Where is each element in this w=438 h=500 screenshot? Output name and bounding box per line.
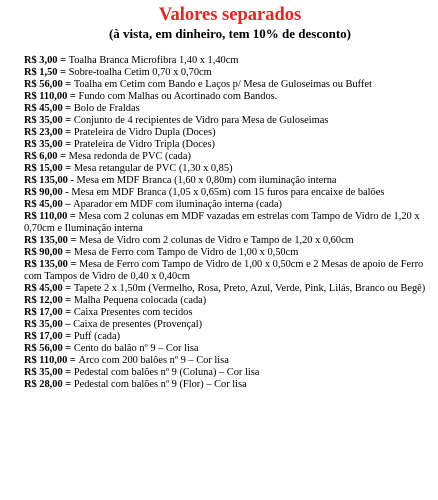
- item-price: R$ 45,00: [24, 103, 63, 114]
- item-description: Toalha em Cetim com Bando e Laços p/ Mesa de Guloseimas ou Buffet: [73, 79, 372, 90]
- list-item: [24, 175, 430, 187]
- item-separator: =: [67, 355, 79, 366]
- item-price: R$ 135,00: [24, 259, 68, 270]
- item-separator: =: [57, 67, 69, 78]
- item-price: R$ 135,00: [24, 175, 68, 186]
- item-description: Prateleira de Vidro Tripla (Doces): [73, 139, 215, 150]
- item-price: R$ 15,00: [24, 163, 63, 174]
- list-item: [24, 367, 430, 379]
- item-separator: =: [62, 163, 74, 174]
- item-description: Mesa de Ferro com Tampo de Vidro de 1,00 x 0,50cm e 2 Mesas de apoio de Ferro com Tampos de Vidro de 0,40 x 0,40cm: [24, 259, 424, 282]
- item-description: Pedestal com balões nº 9 (Flor) – Cor lisa: [73, 379, 247, 390]
- item-price: R$ 45,00: [24, 199, 63, 210]
- item-price: R$ 28,00: [24, 379, 63, 390]
- list-item: [24, 163, 430, 175]
- list-item: [24, 187, 430, 199]
- item-price: R$ 17,00: [24, 331, 63, 342]
- list-item: [24, 79, 430, 91]
- item-price: R$ 6,00: [24, 151, 58, 162]
- item-description: Puff (cada): [73, 331, 121, 342]
- item-separator: =: [62, 379, 74, 390]
- item-separator: =: [62, 307, 74, 318]
- item-separator: =: [62, 247, 74, 258]
- list-item: [24, 343, 430, 355]
- list-item: [24, 139, 430, 151]
- list-item: [24, 295, 430, 307]
- page-subtitle: (à vista, em dinheiro, tem 10% de desconto): [108, 26, 352, 41]
- list-item: [24, 247, 430, 259]
- list-item: [24, 103, 430, 115]
- item-description: Cento do balão nº 9 – Cor lisa: [73, 343, 199, 354]
- item-description: Prateleira de Vidro Dupla (Doces): [73, 127, 216, 138]
- item-price: R$ 45,00: [24, 283, 63, 294]
- item-description: Toalha Branca Microfibra 1,40 x 1,40cm: [68, 55, 239, 66]
- list-item: [24, 355, 430, 367]
- item-description: Mesa retangular de PVC (1,30 x 0,85): [73, 163, 233, 174]
- item-description: Arco com 200 balões nº 9 – Cor lisa: [78, 355, 229, 366]
- item-description: Fundo com Malhas ou Acortinado com Bandos.: [78, 91, 278, 102]
- item-description: Mesa redonda de PVC (cada): [68, 151, 191, 162]
- item-price: R$ 56,00: [24, 79, 63, 90]
- item-description: Caixa Presentes com tecidos: [73, 307, 193, 318]
- item-description: Mesa com 2 colunas em MDF vazadas em estrelas com Tampo de Vidro de 1,20 x 0,70cm e Iluminação interna: [24, 211, 420, 234]
- list-item: [24, 91, 430, 103]
- item-separator: =: [62, 343, 74, 354]
- list-item: [24, 319, 430, 331]
- item-separator: =: [62, 115, 74, 126]
- list-item: [24, 199, 430, 211]
- list-item: [24, 259, 430, 283]
- list-item: [24, 235, 430, 247]
- item-description: Bolo de Fraldas: [73, 103, 140, 114]
- list-item: [24, 151, 430, 163]
- item-price: R$ 35,00: [24, 115, 63, 126]
- page-title: Valores separados: [158, 5, 302, 25]
- list-item: [24, 379, 430, 391]
- item-description: Malha Pequena colocada (cada): [73, 295, 207, 306]
- item-price: R$ 90,00: [24, 247, 63, 258]
- item-separator: =: [62, 331, 74, 342]
- item-separator: =: [62, 295, 74, 306]
- item-separator: =: [67, 235, 79, 246]
- item-price: R$ 12,00: [24, 295, 63, 306]
- item-separator: –: [62, 199, 74, 210]
- item-price: R$ 35,00: [24, 367, 63, 378]
- item-separator: =: [62, 127, 74, 138]
- item-description: Aparador em MDF com iluminação interna (cada): [73, 199, 282, 210]
- item-price: R$ 23,00: [24, 127, 63, 138]
- list-item: [24, 127, 430, 139]
- list-item: [24, 331, 430, 343]
- item-separator: =: [67, 259, 79, 270]
- price-list: [24, 55, 430, 391]
- item-price: R$ 35,00: [24, 139, 63, 150]
- item-description: Mesa em MDF Branca (1,05 x 0,65m) com 15 furos para encaixe de balões: [71, 187, 385, 198]
- item-description: Conjunto de 4 recipientes de Vidro para Mesa de Guloseimas: [73, 115, 329, 126]
- list-item: [24, 115, 430, 127]
- list-item: [24, 67, 430, 79]
- list-item: [24, 283, 430, 295]
- item-separator: –: [62, 319, 74, 330]
- item-price: R$ 3,00: [24, 55, 58, 66]
- list-item: [24, 55, 430, 67]
- item-price: R$ 110,00: [24, 91, 68, 102]
- item-separator: =: [62, 79, 74, 90]
- item-description: Mesa de Ferro com Tampo de Vidro de 1,00 x 0,50cm: [73, 247, 299, 258]
- list-item: [24, 307, 430, 319]
- item-description: Caixa de presentes (Provençal): [73, 319, 203, 330]
- item-separator: =: [57, 55, 69, 66]
- item-separator: =: [62, 367, 74, 378]
- item-price: R$ 35,00: [24, 319, 63, 330]
- item-price: R$ 56,00: [24, 343, 63, 354]
- item-price: R$ 135,00: [24, 235, 68, 246]
- item-separator: =: [62, 103, 74, 114]
- item-separator: -: [62, 187, 72, 198]
- item-description: Mesa de Vidro com 2 colunas de Vidro e Tampo de 1,20 x 0,60cm: [79, 235, 354, 246]
- item-separator: =: [67, 211, 79, 222]
- item-separator: =: [62, 283, 74, 294]
- item-price: R$ 110,00: [24, 211, 68, 222]
- item-price: R$ 90,00: [24, 187, 63, 198]
- item-price: R$ 17,00: [24, 307, 63, 318]
- item-description: Mesa em MDF Branca (1,60 x 0,80m) com iluminação interna: [76, 175, 337, 186]
- list-item: [24, 211, 430, 235]
- item-separator: -: [67, 175, 77, 186]
- item-separator: =: [62, 139, 74, 150]
- item-separator: =: [57, 151, 69, 162]
- item-separator: =: [67, 91, 79, 102]
- item-description: Tapete 2 x 1,50m (Vermelho, Rosa, Preto, Azul, Verde, Pink, Lilás, Branco ou Begê): [73, 283, 426, 294]
- item-description: Sobre-toalha Cetim 0,70 x 0,70cm: [68, 67, 212, 78]
- item-price: R$ 110,00: [24, 355, 68, 366]
- item-description: Pedestal com balões nº 9 (Coluna) – Cor lisa: [73, 367, 260, 378]
- item-price: R$ 1,50: [24, 67, 58, 78]
